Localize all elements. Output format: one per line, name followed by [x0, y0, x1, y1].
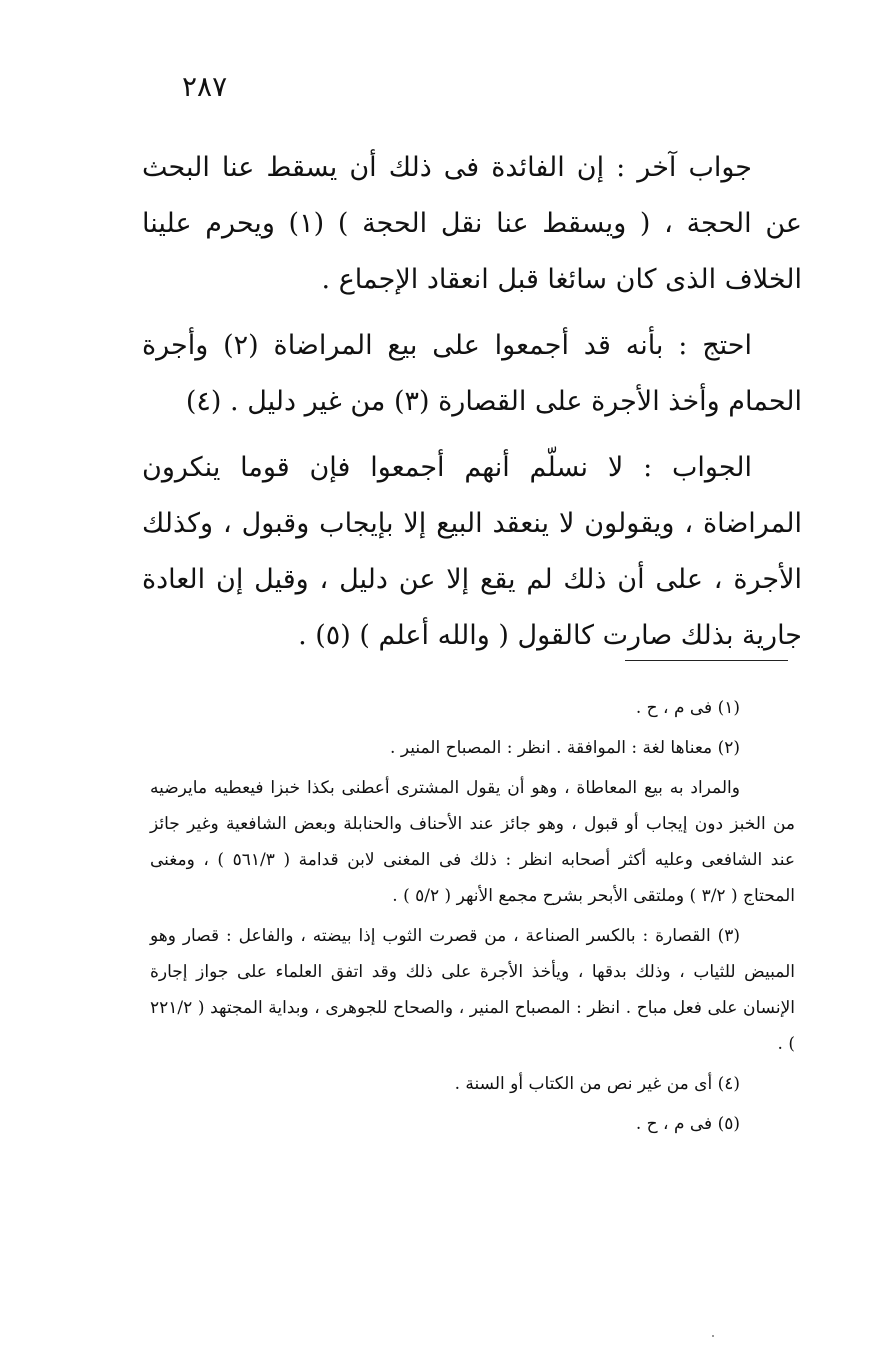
paragraph-argument: احتج : بأنه قد أجمعوا على بيع المراضاة (٢) وأجرة الحمام وأخذ الأجرة على القصارة (٣) من غير دليل . (٤): [142, 330, 802, 417]
main-text: [142, 140, 802, 674]
footnote-2: (٢) معناها لغة : الموافقة . انظر : المصباح المنير .: [390, 738, 740, 758]
paragraph-answer: الجواب : لا نسلّم أنهم أجمعوا فإن قوما ينكرون المراضاة ، ويقولون لا ينعقد البيع إلا بإيجاب وقبول ، وكذلك الأجرة ، على أن ذلك لم يقع إلا عن دليل ، وقيل إن العادة جارية بذلك صارت كالقول ( والله أعلم ) (٥) .: [142, 452, 802, 651]
paragraph-other-answer: جواب آخر : إن الفائدة فى ذلك أن يسقط عنا البحث عن الحجة ، ( ويسقط عنا نقل الحجة ) (١) ويحرم علينا الخلاف الذى كان سائغا قبل انعقاد الإجماع .: [142, 152, 802, 295]
footnote-divider: [625, 660, 788, 661]
footnotes: [150, 690, 795, 1146]
page-number: ٢٨٧: [182, 70, 228, 103]
footnote-1: (١) فى م ، ح .: [635, 698, 740, 718]
footnote-3: (٣) القصارة : بالكسر الصناعة ، من قصرت الثوب إذا بيضته ، والفاعل : قصار وهو المبيض للثياب ، وذلك بدقها ، ويأخذ الأجرة على ذلك وقد اتفق العلماء على جواز إجارة الإنسان على فعل مباح . انظر : المصباح المنير ، والصحاح للجوهرى ، وبداية المجتهد ( ٢٢١/٢ ) .: [150, 926, 795, 1054]
scan-speck: [712, 1335, 714, 1337]
footnote-4: (٤) أى من غير نص من الكتاب أو السنة .: [454, 1074, 740, 1094]
footnote-2-continuation: والمراد به بيع المعاطاة ، وهو أن يقول المشترى أعطنى بكذا خبزا فيعطيه مايرضيه من الخبز دون إيجاب أو قبول ، وهو جائز عند الأحناف والحنابلة وبعض الشافعية وغير جائز عند الشافعى وعليه أكثر أصحابه انظر : ذلك فى المغنى لابن قدامة ( ٥٦١/٣ ) ، ومغنى المحتاج ( ٣/٢ ) وملتقى الأبحر بشرح مجمع الأنهر ( ٥/٢ ) .: [150, 778, 795, 906]
footnote-5: (٥) فى م ، ح .: [635, 1114, 740, 1134]
